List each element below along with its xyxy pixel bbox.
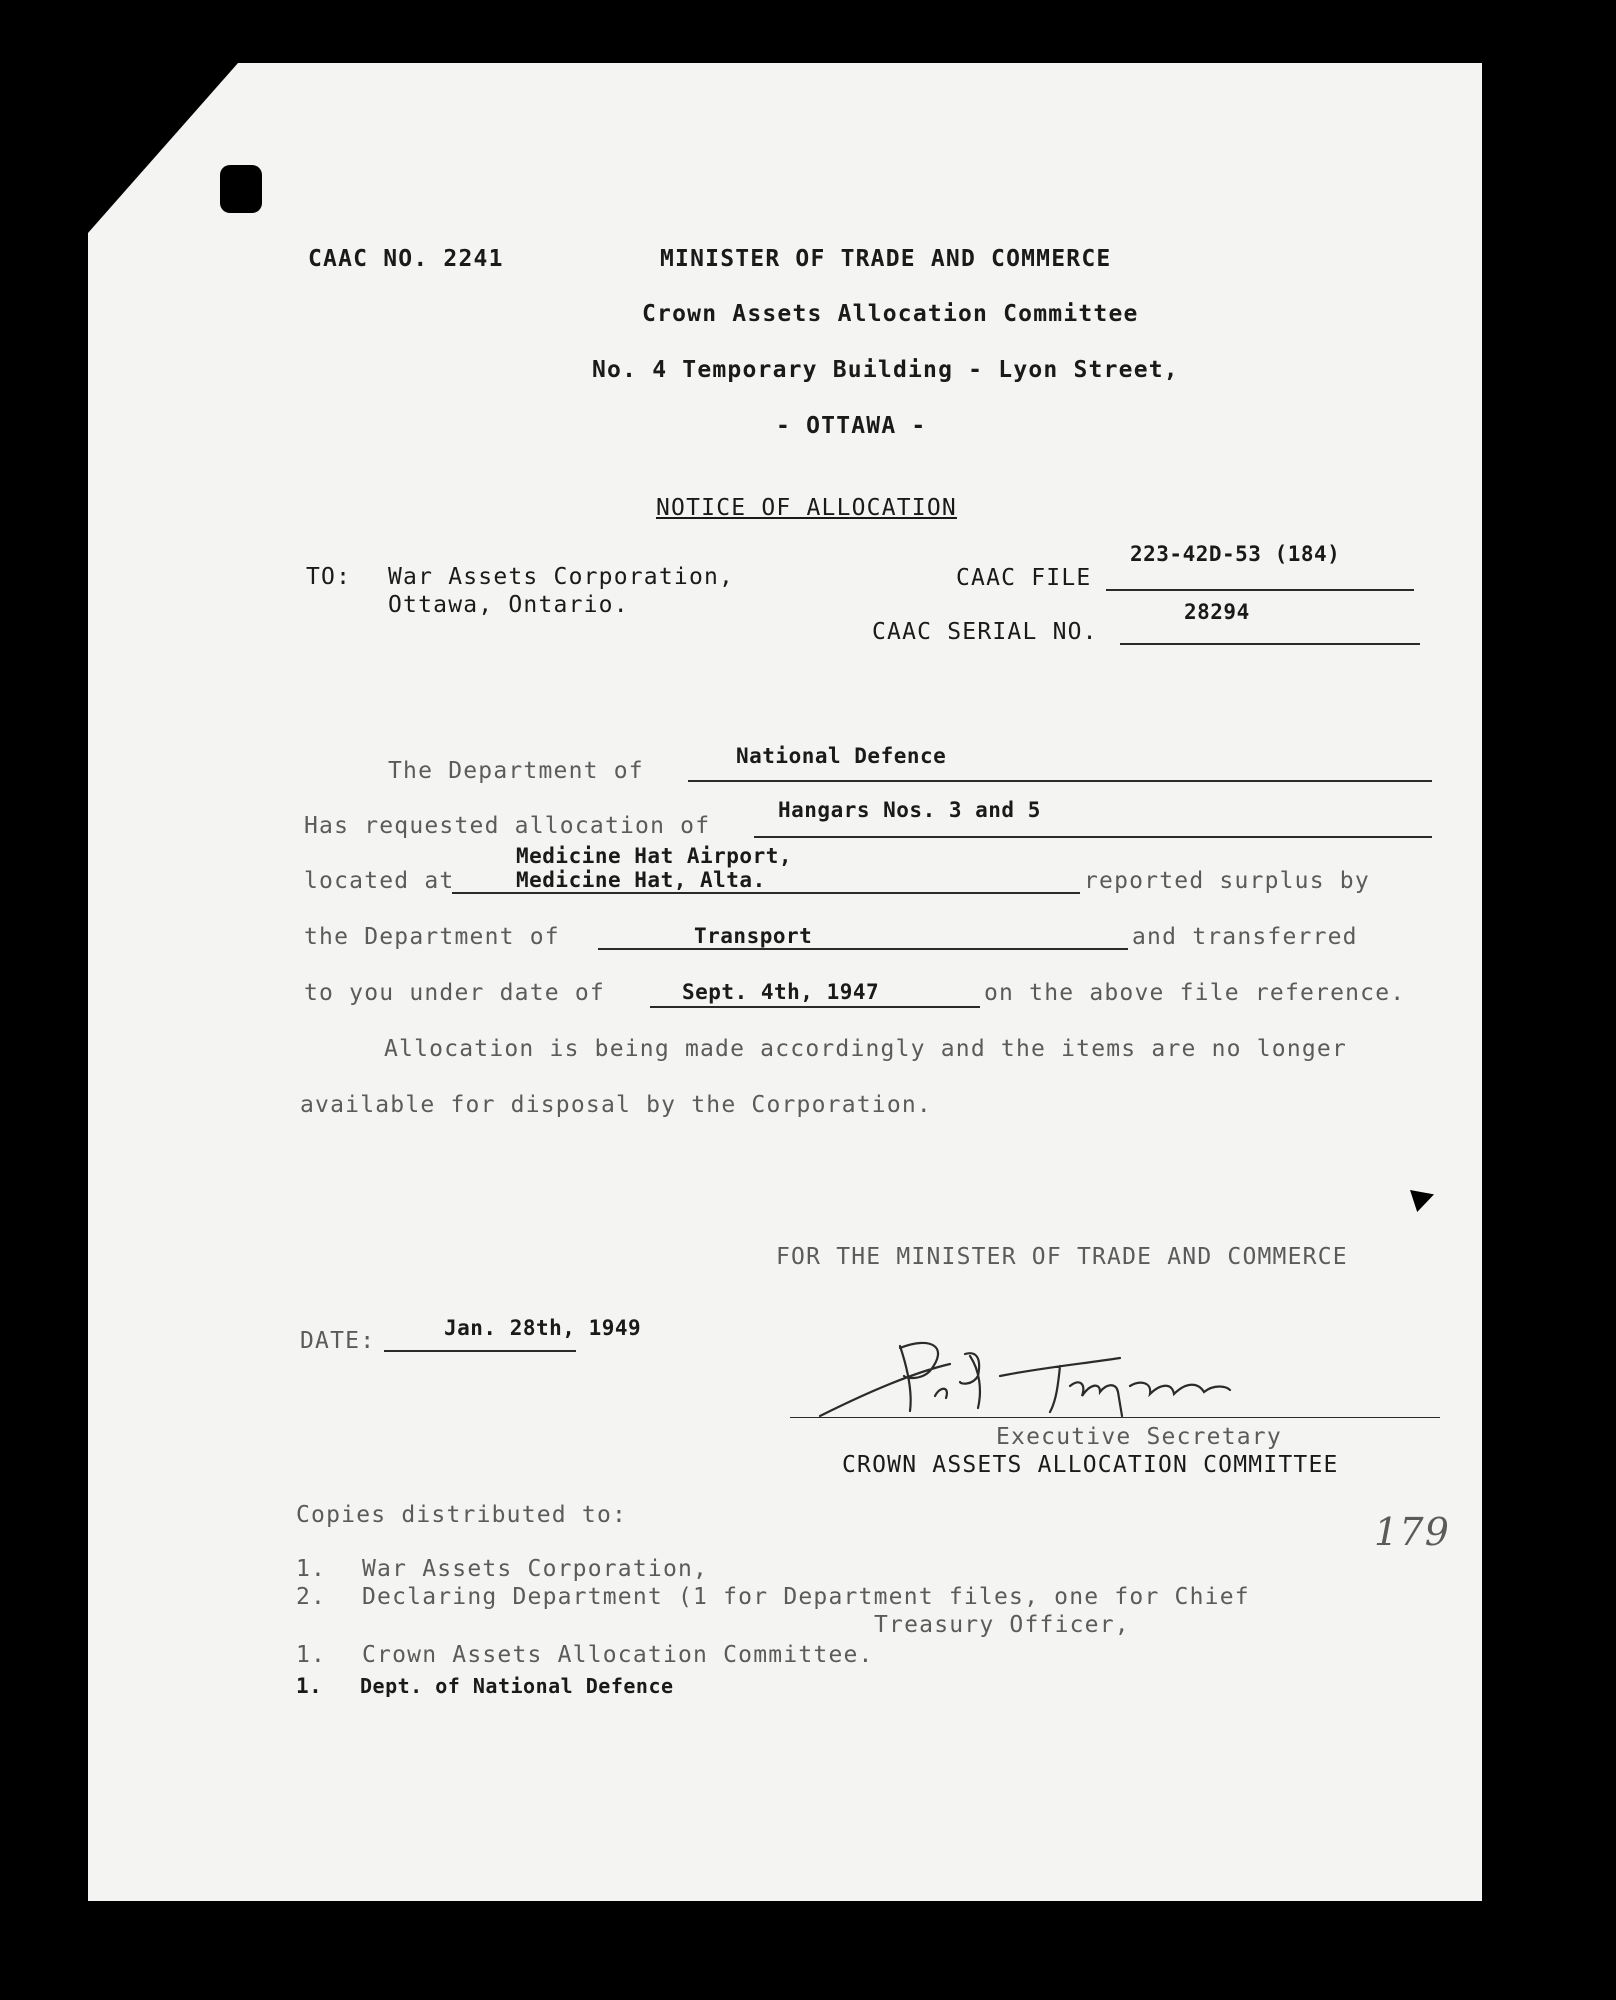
copies-heading: Copies distributed to: [296,1502,628,1528]
handwritten-signature [800,1316,1340,1436]
copies-item-1: War Assets Corporation, [362,1556,709,1582]
request-value: Hangars Nos. 3 and 5 [778,798,1041,822]
paragraph-line-2: available for disposal by the Corporation. [300,1092,932,1118]
caac-serial-value: 28294 [1184,600,1250,624]
located-value-line-2: Medicine Hat, Alta. [516,868,766,892]
request-label: Has requested allocation of [304,813,711,839]
recipient-line-2: Ottawa, Ontario. [388,592,629,618]
punch-hole [220,165,262,213]
committee-city: - OTTAWA - [776,413,927,439]
transfer-date-line [650,1006,980,1008]
committee-address: No. 4 Temporary Building - Lyon Street, [592,357,1179,383]
copies-item-2: Declaring Department (1 for Department files, one for Chief [362,1584,1250,1610]
caac-number: CAAC NO. 2241 [308,246,504,272]
notice-title: NOTICE OF ALLOCATION [656,495,957,521]
caac-file-line [1106,589,1414,591]
date-suffix: on the above file reference. [984,980,1406,1006]
located-value-line-1: Medicine Hat Airport, [516,844,793,868]
to-label: TO: [306,564,352,590]
committee-name: Crown Assets Allocation Committee [642,301,1139,327]
copies-item-2-num: 2. [296,1584,327,1610]
signer-committee: CROWN ASSETS ALLOCATION COMMITTEE [842,1452,1339,1478]
request-line [754,836,1432,838]
caac-serial-line [1120,643,1420,645]
caac-serial-label: CAAC SERIAL NO. [872,619,1098,645]
reported-label: reported surplus by [1084,868,1370,894]
copies-item-4: Dept. of National Defence [360,1674,674,1698]
department-2-line [598,948,1128,950]
copies-item-2-cont: Treasury Officer, [874,1612,1130,1638]
ministry-title: MINISTER OF TRADE AND COMMERCE [660,246,1112,272]
copies-item-3: Crown Assets Allocation Committee. [362,1642,874,1668]
caac-file-label: CAAC FILE [956,565,1092,591]
department-label: The Department of [388,758,644,784]
sign-date-line [384,1350,576,1352]
signer-title: Executive Secretary [996,1424,1282,1450]
department-2-label: the Department of [304,924,560,950]
copies-item-3-num: 1. [296,1642,327,1668]
sign-date-value: Jan. 28th, 1949 [444,1316,642,1340]
recipient-line-1: War Assets Corporation, [388,564,735,590]
transferred-label: and transferred [1132,924,1358,950]
handwritten-page-number: 179 [1374,1510,1451,1554]
transfer-date-value: Sept. 4th, 1947 [682,980,880,1004]
date-label: DATE: [300,1328,376,1354]
department-line [688,780,1432,782]
date-prefix: to you under date of [304,980,605,1006]
located-label: located at [304,868,455,894]
copies-item-1-num: 1. [296,1556,327,1582]
for-minister-line: FOR THE MINISTER OF TRADE AND COMMERCE [776,1244,1348,1270]
department-value: National Defence [736,744,947,768]
caac-file-value: 223-42D-53 (184) [1130,542,1341,566]
copies-item-4-num: 1. [296,1674,323,1698]
paragraph-line-1: Allocation is being made accordingly and the items are no longer [384,1036,1348,1062]
department-2-value: Transport [694,924,813,948]
signature-line [790,1417,1440,1418]
located-line [452,892,1080,894]
